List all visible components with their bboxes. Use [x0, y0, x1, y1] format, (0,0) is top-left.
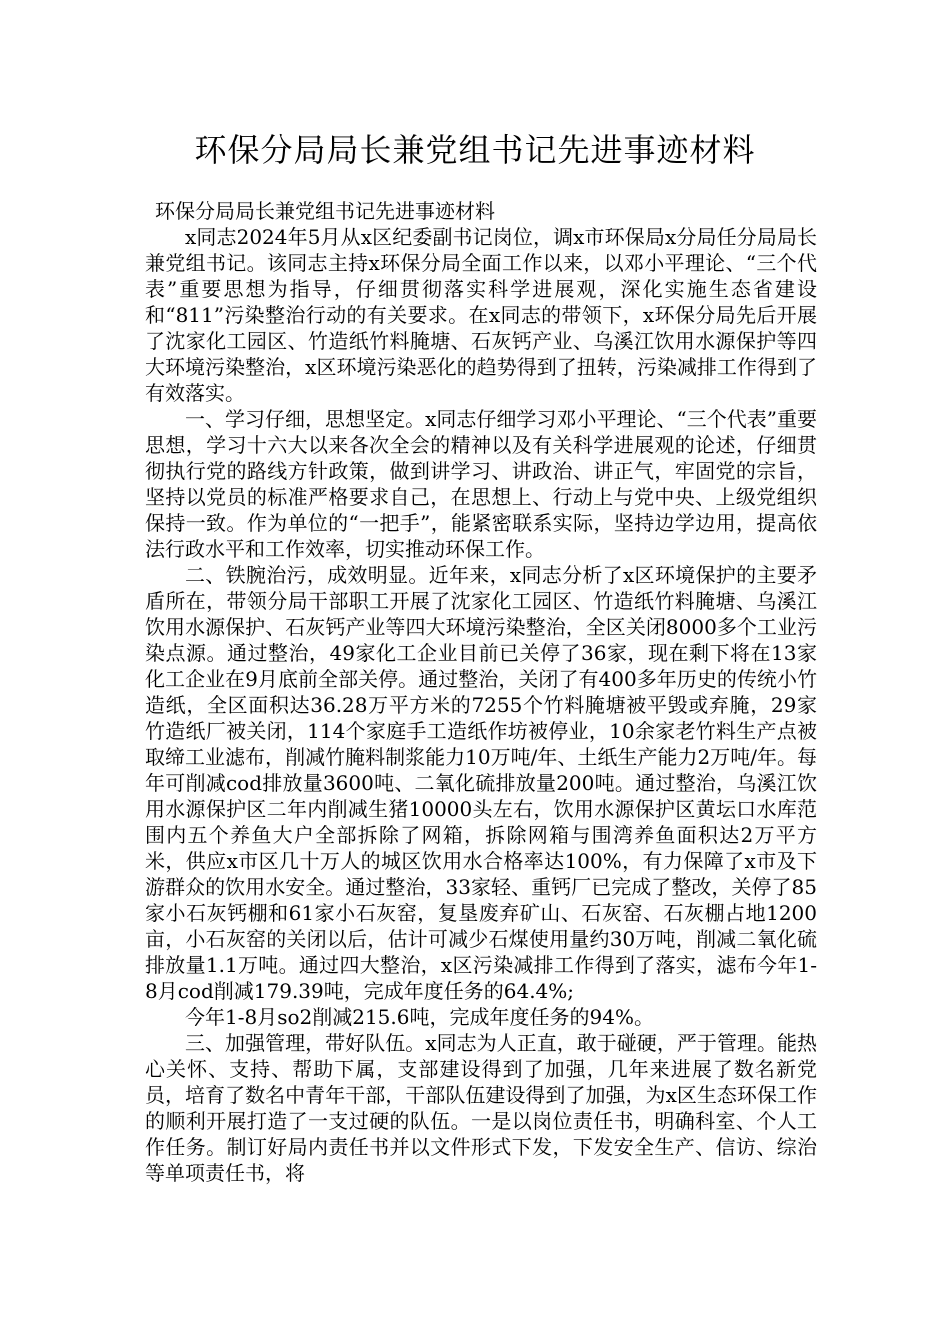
document-subtitle: 环保分局局长兼党组书记先进事迹材料: [155, 199, 495, 223]
paragraph-section-3: 三、加强管理，带好队伍。x同志为人正直，敢于碰硬，严于管理。能热心关怀、支持、帮助下属，支部建设得到了加强，几年来进展了数名新党员，培育了数名中青年干部，干部队伍建设得到了加强，为x区生态环保工作的顺利开展打造了一支过硬的队伍。一是以岗位责任书，明确科室、个人工作任务。制订好局内责任书并以文件形式下发，下发安全生产、信访、综治等单项责任书，将: [145, 1031, 817, 1185]
paragraph-section-2: 二、铁腕治污，成效明显。近年来，x同志分析了x区环境保护的主要矛盾所在，带领分局干部职工开展了沈家化工园区、竹造纸竹料腌塘、乌溪江饮用水源保护、石灰钙产业等四大环境污染整治，全区关闭8000多个工业污染点源。通过整治，49家化工企业目前已关停了36家，现在剩下将在13家化工企业在9月底前全部关停。通过整治，关闭了有400多年历史的传统小竹造纸，全区面积达36.28万平方米的7255个竹料腌塘被平毁或弃腌，29家竹造纸厂被关闭，114个家庭手工造纸作坊被停业，10余家老竹料生产点被取缔工业滤布，削减竹腌料制浆能力10万吨/年、土纸生产能力2万吨/年。每年可削减cod排放量3600吨、二氧化硫排放量200吨。通过整治，乌溪江饮用水源保护区二年内削减生猪10000头左右，饮用水源保护区黄坛口水库范围内五个养鱼大户全部拆除了网箱，拆除网箱与围湾养鱼面积达2万平方米，供应x市区几十万人的城区饮用水合格率达100%，有力保障了x市及下游群众的饮用水安全。通过整治，33家轻、重钙厂已完成了整改，关停了85家小石灰钙棚和61家小石灰窑，复垦废弃矿山、石灰窑、石灰棚占地1200亩，小石灰窑的关闭以后，估计可减少石煤使用量约30万吨，削减二氧化硫排放量1.1万吨。通过四大整治，x区污染减排工作得到了落实，滤布今年1-8月cod削减179.39吨，完成年度任务的64.4%;: [145, 563, 817, 1003]
document-title: 环保分局局长兼党组书记先进事迹材料: [194, 131, 756, 169]
paragraph-intro: x同志2024年5月从x区纪委副书记岗位，调x市环保局x分局任分局局长兼党组书记。该同志主持x环保分局全面工作以来，以邓小平理论、“三个代表”重要思想为指导，仔细贯彻落实科学进展观，深化实施生态省建设和“811”污染整治行动的有关要求。在x同志的带领下，x环保分局先后开展了沈家化工园区、竹造纸竹料腌塘、石灰钙产业、乌溪江饮用水源保护等四大环境污染整治，x区环境污染恶化的趋势得到了扭转，污染减排工作得到了有效落实。: [145, 225, 817, 405]
document-body: [145, 198, 817, 1186]
paragraph-so2: 今年1-8月so2削减215.6吨，完成年度任务的94%。: [185, 1005, 654, 1029]
paragraph-section-1: 一、学习仔细，思想坚定。x同志仔细学习邓小平理论、“三个代表”重要思想，学习十六大以来各次全会的精神以及有关科学进展观的论述，仔细贯彻执行党的路线方针政策，做到讲学习、讲政治、讲正气，牢固党的宗旨，坚持以党员的标准严格要求自己，在思想上、行动上与党中央、上级党组织保持一致。作为单位的“一把手”，能紧密联系实际，坚持边学边用，提高依法行政水平和工作效率，切实推动环保工作。: [145, 407, 817, 561]
